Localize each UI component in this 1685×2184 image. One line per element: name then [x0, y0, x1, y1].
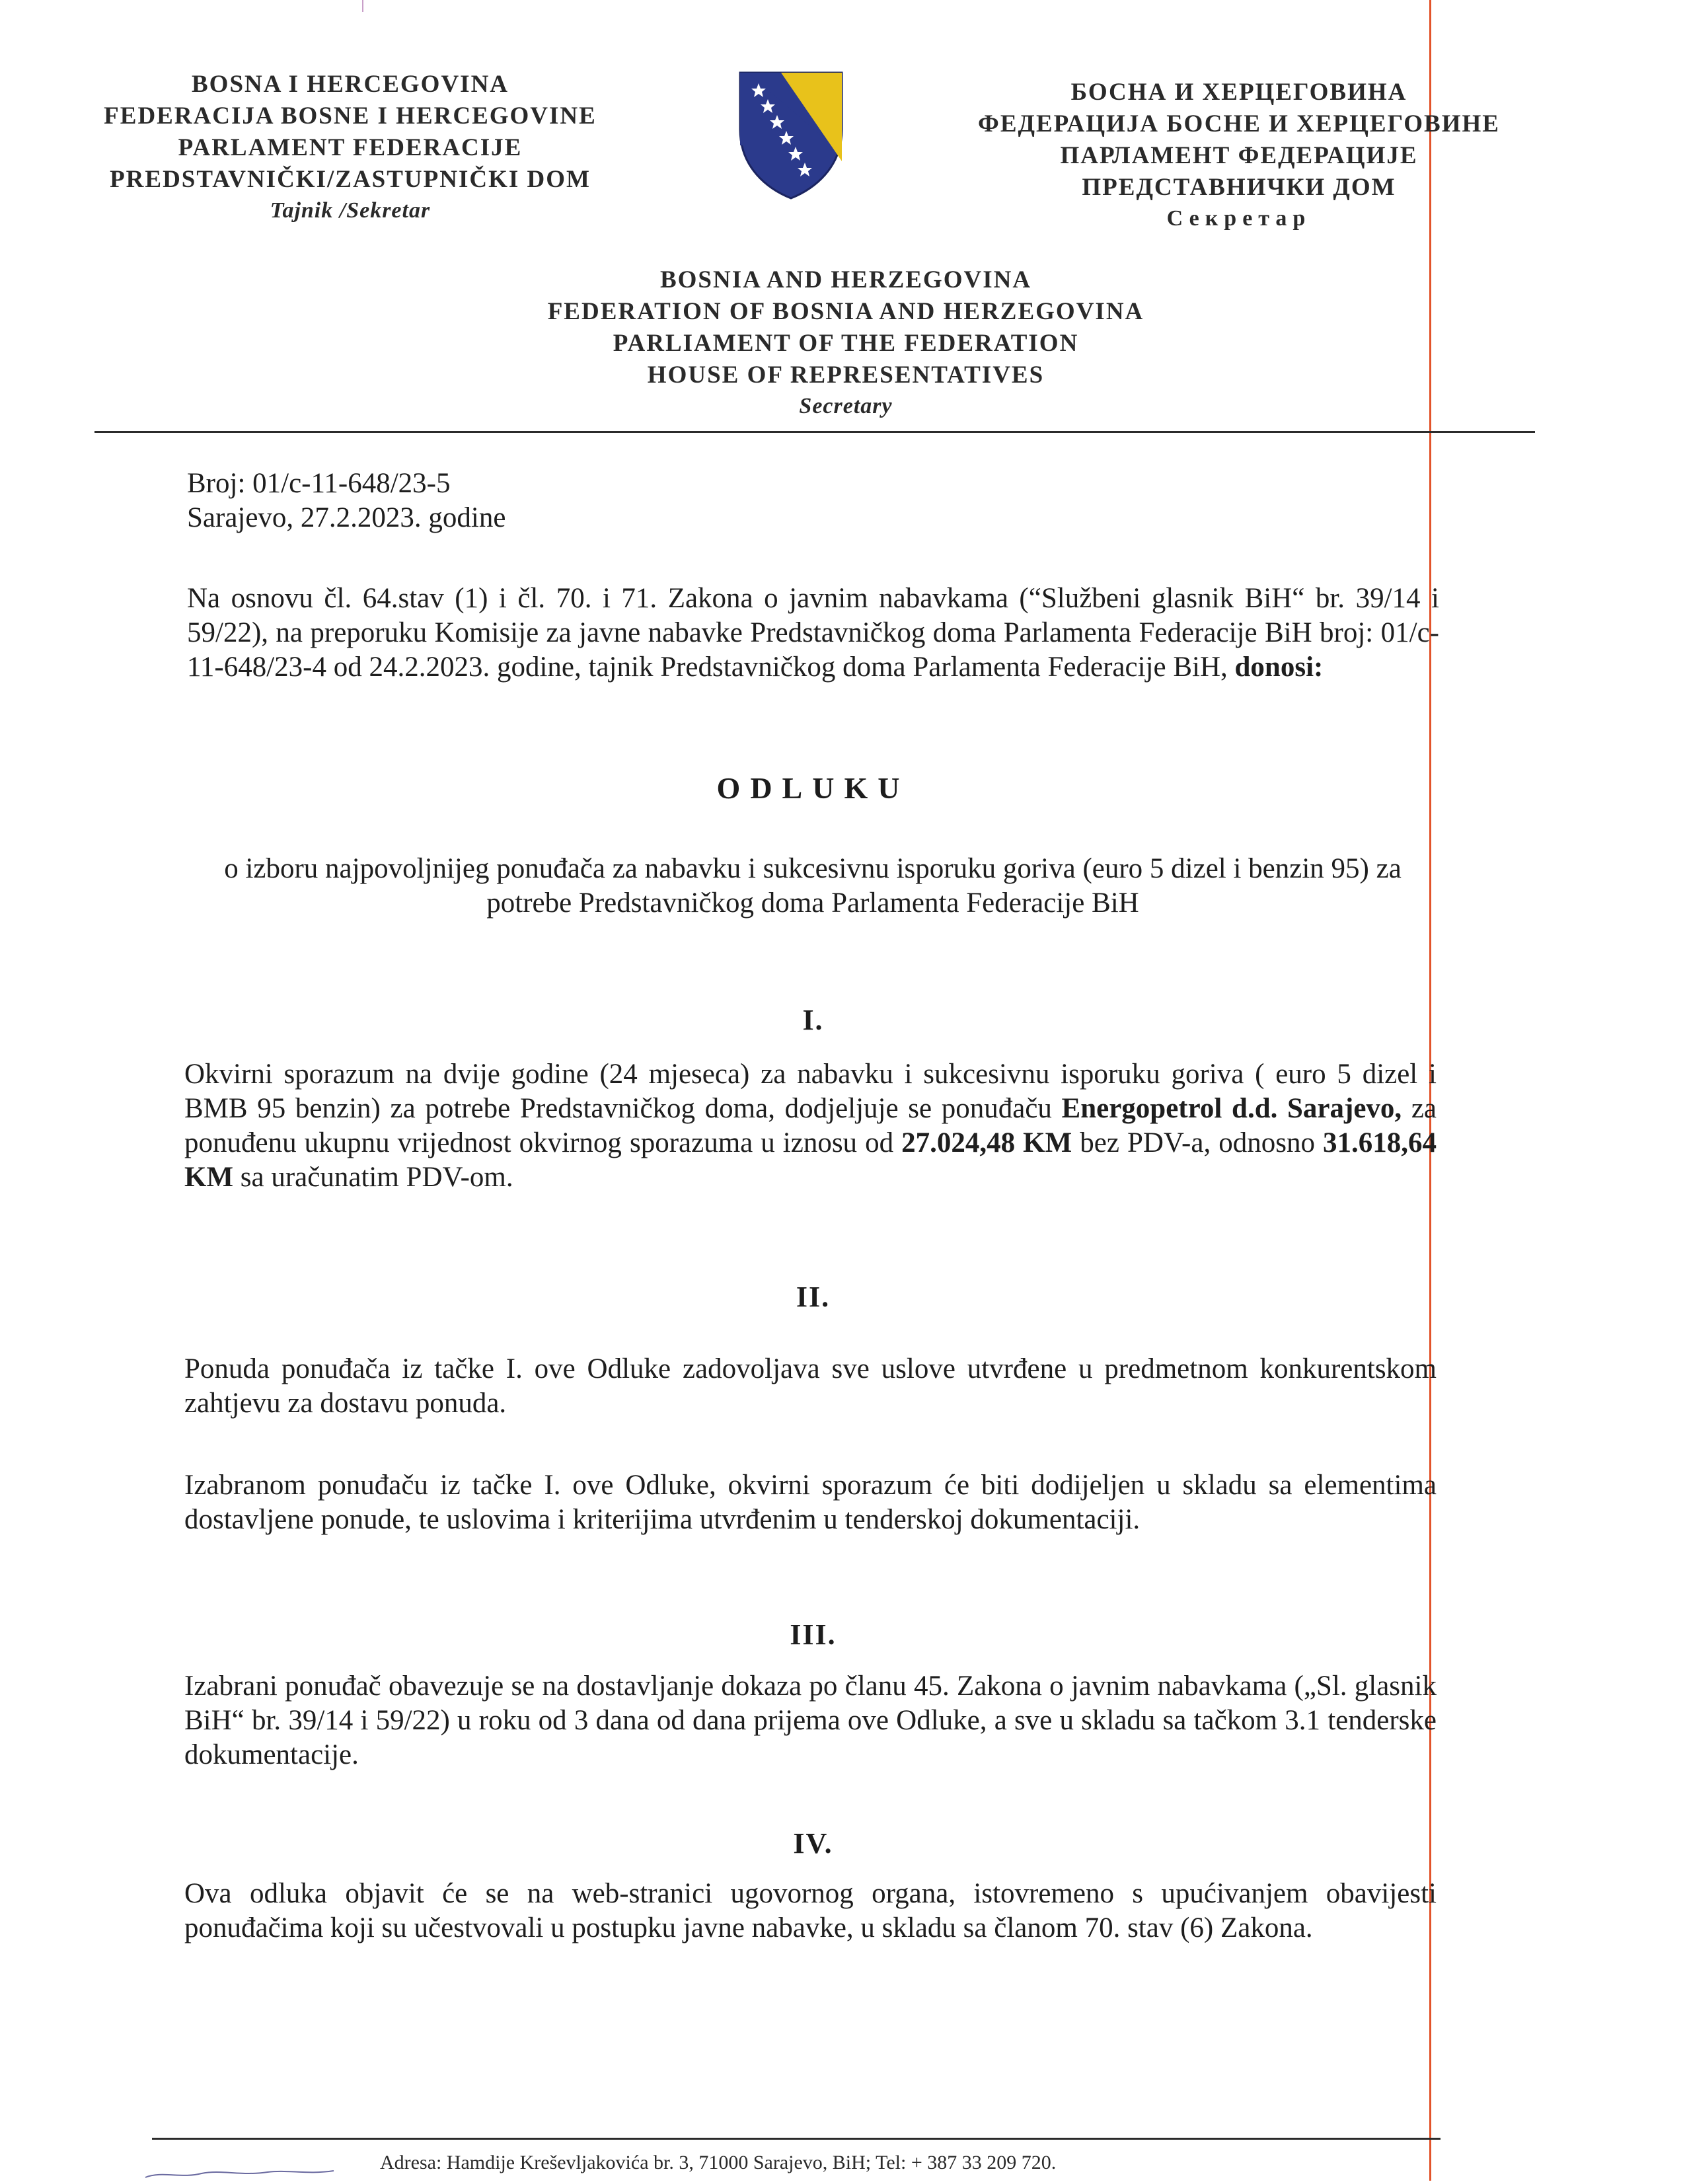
header-cyrillic-line: ПАРЛАМЕНТ ФЕДЕРАЦИЈЕ: [1060, 142, 1418, 169]
header-latin-line: FEDERACIJA BOSNE I HERCEGOVINE: [104, 102, 597, 130]
header-cyrillic: [945, 77, 1533, 234]
header-english-line: BOSNIA AND HERZEGOVINA: [659, 266, 1032, 293]
intro-bold-end: donosi:: [1234, 652, 1324, 683]
section-3-heading: III.: [790, 1618, 837, 1651]
reference-number: Broj: 01/c-11-648/23-5: [187, 468, 451, 499]
section-2-heading: II.: [796, 1281, 831, 1313]
header-cyrillic-line: БОСНА И ХЕРЦЕГОВИНА: [1070, 79, 1407, 106]
header-english-line: HOUSE OF REPRESENTATIVES: [647, 361, 1045, 389]
header-latin: [86, 69, 615, 226]
header-cyrillic-line: ПРЕДСТАВНИЧКИ ДОМ: [1082, 174, 1396, 201]
section-4-text: Ova odluka objavit će se na web-stranici ugovornog organa, istovremeno s upućivanjem obavijesti ponuđačima koji su učestvovali u postupku javne nabavke, u skladu sa članom 70. stav (6) Zakona.: [184, 1878, 1437, 1943]
scan-mark: [362, 0, 363, 12]
section-1-heading: I.: [802, 1004, 824, 1036]
header-english-line: FEDERATION OF BOSNIA AND HERZEGOVINA: [547, 298, 1144, 325]
section-2-paragraph-2: Izabranom ponuđaču iz tačke I. ove Odluke, okvirni sporazum će biti dodijeljen u skladu sa elementima dostavljene ponude, te uslovima i kriterijima utvrđenim u tenderskoj dokumentaciji.: [184, 1470, 1437, 1535]
footer-address: Adresa: Hamdije Kreševljakovića br. 3, 71000 Sarajevo, BiH; Tel: + 387 33 209 720.: [380, 2152, 1057, 2173]
header-latin-line: BOSNA I HERCEGOVINA: [191, 71, 509, 98]
section-1-part: bez PDV-a, odnosno: [1072, 1127, 1323, 1158]
header-latin-subtitle: Tajnik /Sekretar: [270, 198, 431, 223]
amount-without-vat: 27.024,48 KM: [901, 1127, 1072, 1158]
section-2-paragraph-1: Ponuda ponuđača iz tačke I. ove Odluke zadovoljava sve uslove utvrđene u predmetnom konkurentskom zahtjevu za dostavu ponuda.: [184, 1353, 1437, 1419]
header-english-line: PARLIAMENT OF THE FEDERATION: [613, 330, 1079, 357]
reference-place-date: Sarajevo, 27.2.2023. godine: [187, 502, 506, 533]
section-1-part: za ponuđenu ukupnu vrijednost okvirnog sporazuma u iznosu od: [184, 1093, 1437, 1158]
header-cyrillic-subtitle: Секретар: [1166, 206, 1312, 231]
document-subject: o izboru najpovoljnijeg ponuđača za nabavku i sukcesivnu isporuku goriva (euro 5 dizel i benzin 95) za potrebe Predstavničkog doma Parlamenta Federacije BiH: [224, 853, 1402, 919]
section-4-heading: IV.: [793, 1827, 833, 1860]
header-cyrillic-line: ФЕДЕРАЦИЈА БОСНЕ И ХЕРЦЕГОВИНЕ: [978, 110, 1500, 137]
header-latin-line: PREDSTAVNIČKI/ZASTUPNIČKI DOM: [110, 166, 591, 193]
coat-of-arms-icon: [735, 69, 847, 201]
amount-with-vat: 31.618,64 KM: [184, 1127, 1437, 1193]
header-english: [370, 264, 1322, 422]
header-divider: [94, 431, 1535, 433]
section-3-text: Izabrani ponuđač obavezuje se na dostavljanje dokaza po članu 45. Zakona o javnim nabavkama („Sl. glasnik BiH“ br. 39/14 i 59/22) u roku od 3 dana od dana prijema ove Odluke, a sve u skladu sa tačkom 3.1 tenderske dokumentacije.: [184, 1671, 1437, 1770]
footer-divider: [152, 2138, 1441, 2140]
section-1-part: Okvirni sporazum na dvije godine (24 mjeseca) za nabavku i sukcesivnu isporuku goriva ( euro 5 dizel i BMB 95 benzin) za potrebe Predstavničkog doma, dodjeljuje se ponuđaču: [184, 1059, 1437, 1124]
coat-of-arms-emblem: [735, 69, 847, 201]
signature-scribble: [142, 2164, 340, 2181]
company-name: Energopetrol d.d. Sarajevo,: [1061, 1093, 1402, 1124]
intro-paragraph: [187, 582, 1439, 685]
reference-block: [187, 467, 980, 535]
document-title: ODLUKU: [716, 771, 910, 805]
section-1-part: sa uračunatim PDV-om.: [233, 1162, 513, 1193]
section-1-text: [184, 1057, 1437, 1195]
intro-text: Na osnovu čl. 64.stav (1) i čl. 70. i 71. Zakona o javnim nabavkama (“Službeni glasnik BiH“ br. 39/14 i 59/22), na preporuku Komisije za javne nabavke Predstavničkog doma Parlamenta Federacije BiH broj: 01/c-11-648/23-4 od 24.2.2023. godine, tajnik Predstavničkog doma Parlamenta Federacije BiH,: [187, 583, 1439, 683]
header-latin-line: PARLAMENT FEDERACIJE: [178, 134, 523, 161]
header-english-subtitle: Secretary: [799, 394, 893, 418]
